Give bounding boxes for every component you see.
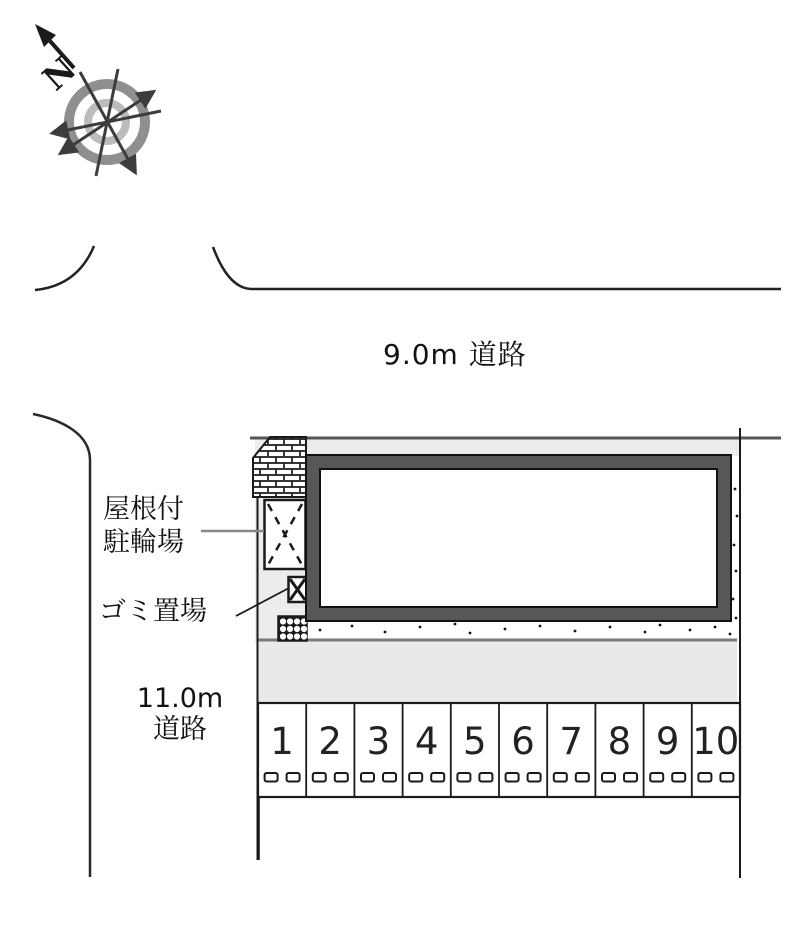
building-interior: [320, 469, 717, 607]
gravel-box: [278, 616, 307, 641]
north-label: N: [35, 48, 84, 99]
ground-gray-band: [258, 641, 737, 703]
stall-number-7: 7: [559, 719, 583, 763]
garbage-label: ゴミ置場: [99, 596, 207, 627]
north-arrow-icon: [35, 24, 84, 98]
stall-number-9: 9: [655, 719, 680, 763]
stall-number-8: 8: [607, 719, 632, 763]
road-left-label-line2: 道路: [153, 714, 207, 745]
road-top-label: 9.0m 道路: [383, 338, 527, 371]
covered-bike-label-line2: 駐輪場: [103, 527, 184, 558]
road-curve-left: [35, 246, 94, 290]
road-left-label-line1: 11.0m: [136, 683, 224, 714]
covered-bike-shed: [265, 500, 306, 569]
stall-number-1: 1: [270, 719, 294, 763]
covered-bike-label: [103, 493, 184, 559]
road-left-label: [128, 683, 232, 745]
stall-number-5: 5: [463, 719, 487, 763]
stall-number-6: 6: [511, 719, 535, 763]
stall-number-2: 2: [318, 719, 342, 763]
setback-top-band: [255, 439, 740, 456]
covered-bike-label-line1: 屋根付: [103, 494, 184, 525]
garbage-box: [289, 577, 308, 602]
left-boundary-line: [33, 414, 90, 877]
compass-icon: [35, 24, 161, 176]
road-curve-right: [213, 247, 781, 289]
stall-number-4: 4: [414, 719, 439, 763]
stall-number-10: 10: [692, 719, 740, 763]
stall-number-3: 3: [366, 719, 391, 763]
building-outline: [306, 455, 731, 621]
